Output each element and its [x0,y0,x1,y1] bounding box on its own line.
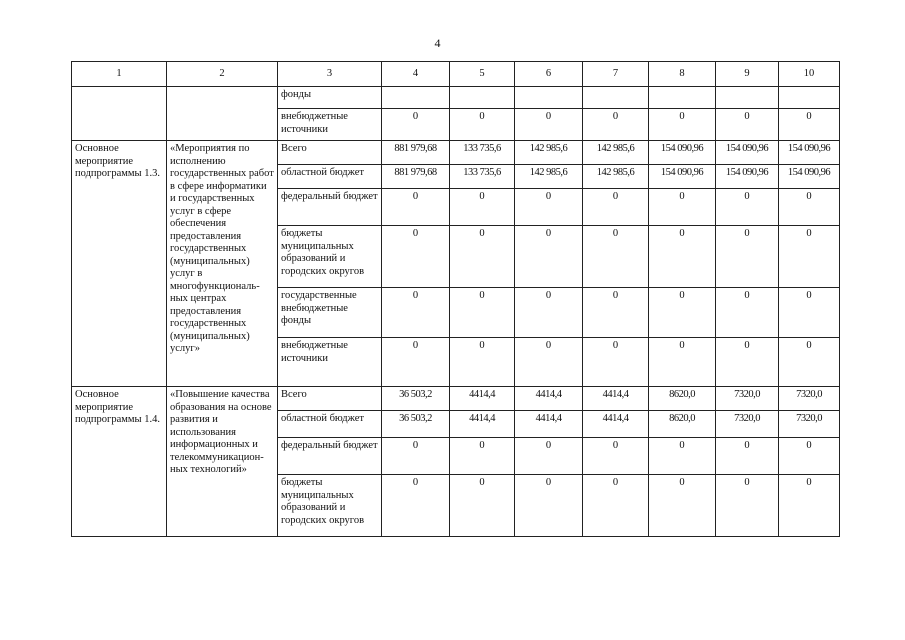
value-cell-col7: 0 [583,189,649,226]
value-cell-col9: 7320,0 [716,387,779,411]
value-cell-col10: 154 090,96 [779,141,840,165]
value-cell-col7 [583,87,649,109]
value-cell-col5: 133 735,6 [450,165,515,189]
value-cell-col7: 4414,4 [583,411,649,438]
funding-source-cell: Всего [278,141,382,165]
value-cell-col8: 0 [649,338,716,387]
value-cell-col5: 0 [450,288,515,338]
value-cell-col9: 7320,0 [716,411,779,438]
activity-name-cell: Основное мероприятие подпрограммы 1.4. [72,387,167,537]
value-cell-col9: 0 [716,475,779,537]
value-cell-col10: 0 [779,288,840,338]
value-cell-col4: 0 [382,438,450,475]
value-cell-col8: 0 [649,438,716,475]
value-cell-col7: 0 [583,338,649,387]
value-cell-col9: 154 090,96 [716,141,779,165]
table-row [72,141,840,165]
funding-source-cell: федеральный бюджет [278,189,382,226]
value-cell-col10: 0 [779,189,840,226]
value-cell-col10 [779,87,840,109]
value-cell-col5: 0 [450,438,515,475]
value-cell-col9: 0 [716,189,779,226]
value-cell-col6: 0 [515,438,583,475]
value-cell-col9: 0 [716,438,779,475]
value-cell-col10: 7320,0 [779,387,840,411]
value-cell-col6: 0 [515,189,583,226]
value-cell-col4: 0 [382,338,450,387]
budget-table [71,61,840,537]
activity-description-cell [167,87,278,141]
activity-description-cell: «Повышение качества образования на основе развития и использования информационных и телекоммуникацион-ных технологий» [167,387,278,537]
value-cell-col8: 154 090,96 [649,165,716,189]
value-cell-col10: 154 090,96 [779,165,840,189]
column-header-3: 3 [278,62,382,87]
value-cell-col5: 0 [450,189,515,226]
value-cell-col6: 0 [515,475,583,537]
value-cell-col5: 0 [450,226,515,288]
value-cell-col9 [716,87,779,109]
value-cell-col6: 0 [515,338,583,387]
value-cell-col7: 0 [583,438,649,475]
value-cell-col8: 0 [649,475,716,537]
value-cell-col7: 4414,4 [583,387,649,411]
value-cell-col10: 0 [779,109,840,141]
table-row [72,387,840,411]
column-header-7: 7 [583,62,649,87]
column-header-1: 1 [72,62,167,87]
value-cell-col10: 0 [779,438,840,475]
value-cell-col8 [649,87,716,109]
value-cell-col4: 881 979,68 [382,141,450,165]
value-cell-col6: 0 [515,226,583,288]
value-cell-col4: 0 [382,189,450,226]
funding-source-cell: бюджеты муниципальных образований и городских округов [278,226,382,288]
column-header-6: 6 [515,62,583,87]
value-cell-col9: 0 [716,338,779,387]
value-cell-col6: 142 985,6 [515,165,583,189]
page-number: 4 [434,36,441,50]
value-cell-col8: 0 [649,288,716,338]
column-header-9: 9 [716,62,779,87]
value-cell-col4: 0 [382,226,450,288]
value-cell-col6: 4414,4 [515,411,583,438]
value-cell-col5: 0 [450,109,515,141]
value-cell-col9: 0 [716,109,779,141]
column-header-2: 2 [167,62,278,87]
value-cell-col5: 133 735,6 [450,141,515,165]
value-cell-col10: 0 [779,338,840,387]
activity-description-cell: «Мероприятия по исполнению государственных работ в сфере информатики и государственных услуг в сфере обеспечения предоставления государственных (муниципальных) услуг в многофункциональ-ных центрах предоставления государственных (муниципальных) услуг» [167,141,278,387]
value-cell-col10: 0 [779,475,840,537]
funding-source-cell: областной бюджет [278,165,382,189]
funding-source-cell: государственные внебюджетные фонды [278,288,382,338]
value-cell-col8: 8620,0 [649,387,716,411]
funding-source-cell: фонды [278,87,382,109]
value-cell-col10: 7320,0 [779,411,840,438]
value-cell-col6 [515,87,583,109]
value-cell-col5: 0 [450,338,515,387]
value-cell-col7: 0 [583,475,649,537]
column-header-5: 5 [450,62,515,87]
activity-name-cell [72,87,167,141]
value-cell-col5 [450,87,515,109]
funding-source-cell: областной бюджет [278,411,382,438]
value-cell-col4: 0 [382,475,450,537]
value-cell-col10: 0 [779,226,840,288]
value-cell-col4: 36 503,2 [382,411,450,438]
value-cell-col6: 4414,4 [515,387,583,411]
value-cell-col9: 0 [716,226,779,288]
activity-name-cell: Основное мероприятие подпрограммы 1.3. [72,141,167,387]
funding-source-cell: внебюджетные источники [278,338,382,387]
value-cell-col9: 154 090,96 [716,165,779,189]
value-cell-col8: 0 [649,109,716,141]
value-cell-col8: 154 090,96 [649,141,716,165]
value-cell-col5: 4414,4 [450,411,515,438]
value-cell-col7: 0 [583,288,649,338]
column-header-4: 4 [382,62,450,87]
value-cell-col8: 0 [649,226,716,288]
value-cell-col4: 881 979,68 [382,165,450,189]
value-cell-col5: 0 [450,475,515,537]
value-cell-col6: 0 [515,109,583,141]
table-body [72,87,840,537]
value-cell-col4: 0 [382,109,450,141]
value-cell-col8: 8620,0 [649,411,716,438]
column-header-10: 10 [779,62,840,87]
value-cell-col6: 0 [515,288,583,338]
value-cell-col7: 142 985,6 [583,141,649,165]
column-header-8: 8 [649,62,716,87]
value-cell-col4: 36 503,2 [382,387,450,411]
value-cell-col7: 142 985,6 [583,165,649,189]
funding-source-cell: федеральный бюджет [278,438,382,475]
value-cell-col7: 0 [583,109,649,141]
funding-source-cell: внебюджетные источники [278,109,382,141]
value-cell-col7: 0 [583,226,649,288]
value-cell-col9: 0 [716,288,779,338]
value-cell-col6: 142 985,6 [515,141,583,165]
value-cell-col5: 4414,4 [450,387,515,411]
value-cell-col4 [382,87,450,109]
funding-source-cell: бюджеты муниципальных образований и городских округов [278,475,382,537]
value-cell-col8: 0 [649,189,716,226]
table-row [72,87,840,109]
value-cell-col4: 0 [382,288,450,338]
table-header-row [72,62,840,87]
funding-source-cell: Всего [278,387,382,411]
